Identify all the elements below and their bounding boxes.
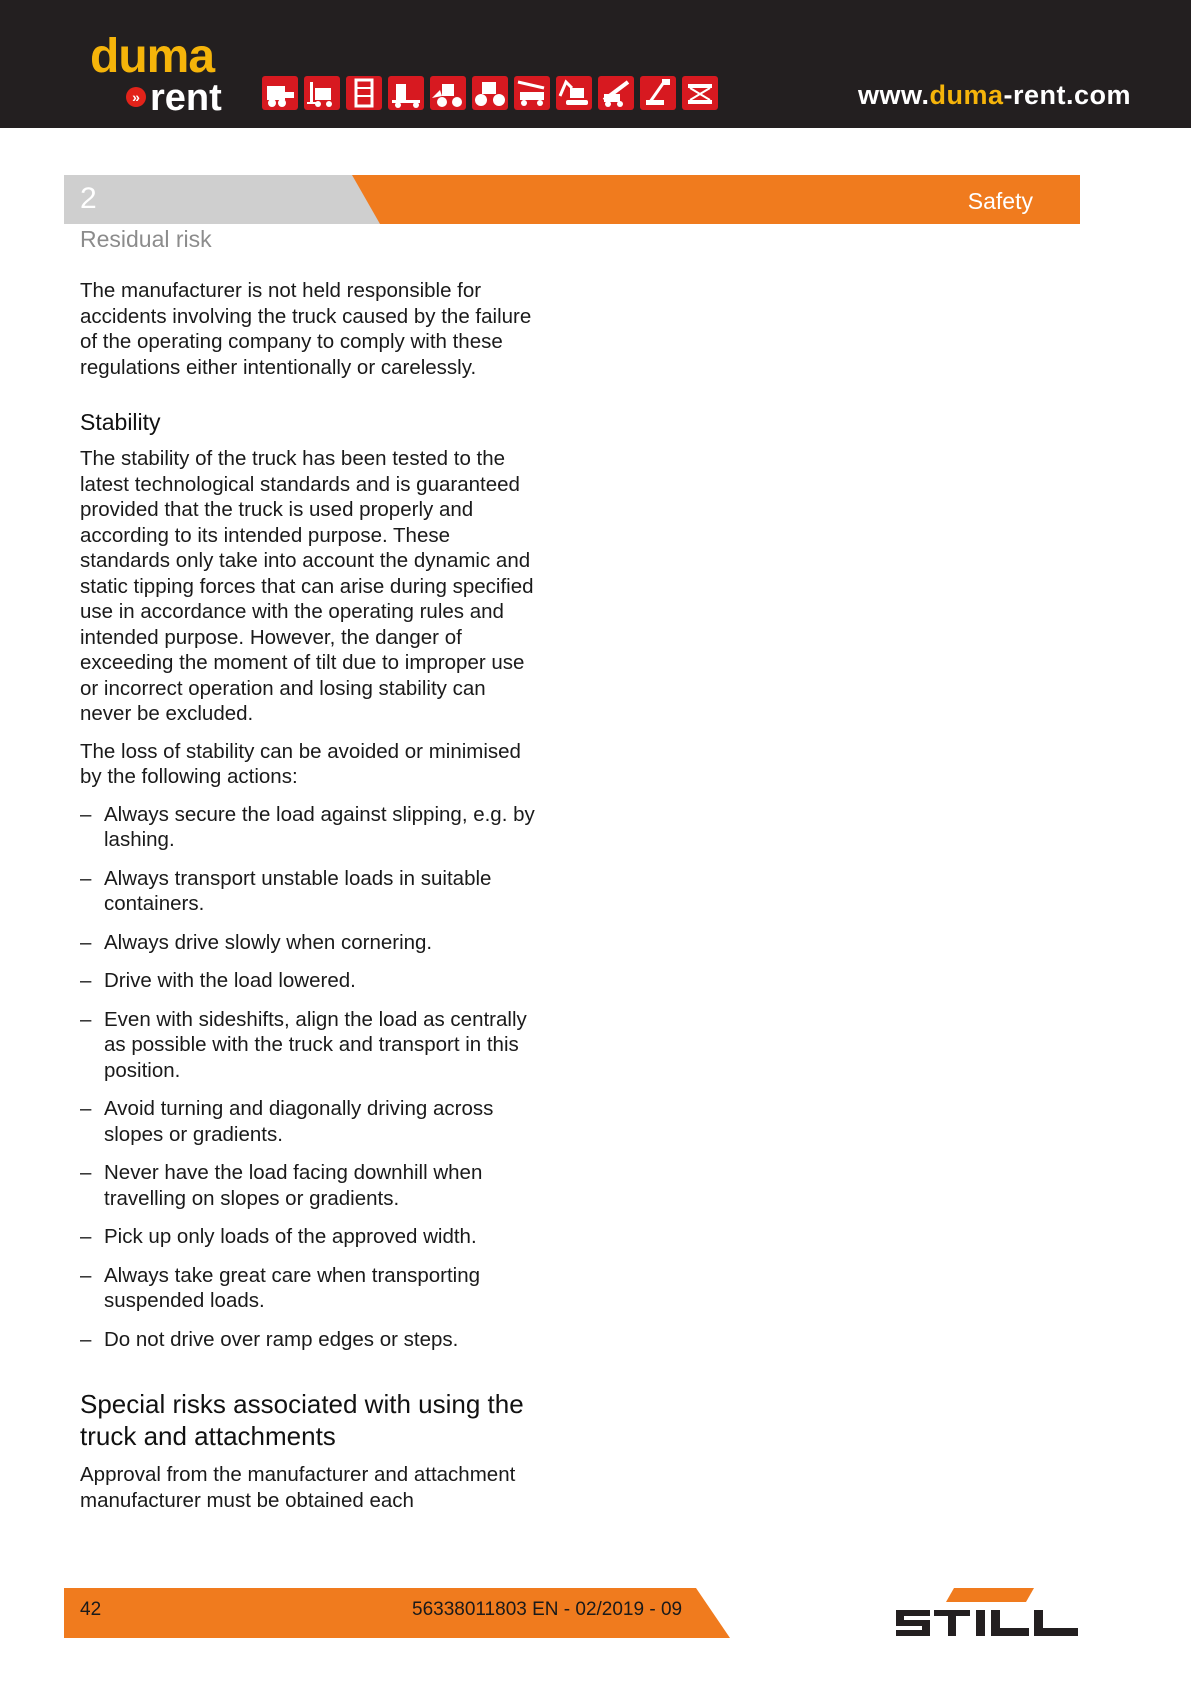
list-item-text: Always transport unstable loads in suitable containers. xyxy=(104,866,492,915)
stability-paragraph: The stability of the truck has been tested to the latest technological standards and is guaranteed provided that the truck is used properly and according to its intended purpose. These standards only take into account the dynamic and static tipping forces that can arise during specified use in accordance with the operating rules and intended purpose. However, the danger of exceeding the moment of tilt due to improper use or incorrect operation and losing stability can never be excluded. xyxy=(80,447,534,725)
dash-bullet: – xyxy=(80,1007,92,1031)
telehandler-icon xyxy=(598,76,634,110)
list-item-text: Always drive slowly when cornering. xyxy=(104,930,433,954)
special-risks-paragraph: Approval from the manufacturer and attachment manufacturer must be obtained each xyxy=(80,1463,516,1512)
stability-heading: Stability xyxy=(80,409,161,435)
document-code: 56338011803 EN - 02/2019 - 09 xyxy=(412,1599,683,1620)
dash-bullet: – xyxy=(80,1263,92,1287)
list-item-text: Pick up only loads of the approved width. xyxy=(104,1225,477,1248)
list-item xyxy=(80,1096,540,1147)
url-highlight: duma xyxy=(929,80,1004,110)
list-item xyxy=(80,1007,540,1084)
list-item xyxy=(80,1160,540,1211)
section-title: Residual risk xyxy=(80,226,212,252)
list-item-text: Always secure the load against slipping, e.g. by lashing. xyxy=(104,802,535,851)
dash-bullet: – xyxy=(80,1161,92,1184)
pallet-truck-icon xyxy=(388,76,424,110)
logo-word-duma: duma xyxy=(90,30,215,83)
body-column xyxy=(80,278,540,1525)
list-item xyxy=(80,866,540,917)
excavator-icon xyxy=(556,76,592,110)
intro-paragraph: The manufacturer is not held responsible for accidents involving the truck caused by the failure of the operating company to comply with these regulations either intentionally or carelessly. xyxy=(80,279,532,379)
machine-icon-strip xyxy=(262,76,718,112)
still-logo xyxy=(894,1588,1080,1640)
wheel-loader-icon xyxy=(430,76,466,110)
url-suffix: -rent.com xyxy=(1003,80,1131,110)
website-url[interactable] xyxy=(858,80,1131,111)
dash-bullet: – xyxy=(80,1327,92,1351)
list-item-text: Always take great care when transporting suspended loads. xyxy=(104,1263,481,1312)
list-item-text: Drive with the load lowered. xyxy=(104,969,356,992)
dash-bullet: – xyxy=(80,802,92,826)
chevron-icon: » xyxy=(126,87,146,107)
list-item xyxy=(80,1327,540,1353)
mast-icon xyxy=(346,76,382,110)
list-item xyxy=(80,1263,540,1314)
chapter-band xyxy=(64,175,1080,224)
list-item-text: Never have the load facing downhill when travelling on slopes or gradients. xyxy=(104,1161,483,1210)
list-item xyxy=(80,802,540,853)
chapter-number: 2 xyxy=(80,182,97,215)
list-item xyxy=(80,968,540,994)
stability-action-list xyxy=(80,802,540,1353)
logo-rent-text: rent xyxy=(150,77,222,119)
url-prefix: www. xyxy=(857,80,930,110)
list-item-text: Do not drive over ramp edges or steps. xyxy=(104,1327,459,1351)
list-item-text: Avoid turning and diagonally driving across slopes or gradients. xyxy=(104,1097,494,1146)
page-number: 42 xyxy=(80,1599,102,1620)
dash-bullet: – xyxy=(80,1225,92,1248)
chapter-title: Safety xyxy=(967,188,1033,214)
compactor-icon xyxy=(472,76,508,110)
dash-bullet: – xyxy=(80,969,92,992)
dash-bullet: – xyxy=(80,930,92,954)
dash-bullet: – xyxy=(80,1097,92,1120)
special-risks-heading: Special risks associated with using the truck and attachments xyxy=(80,1389,524,1451)
scissor-lift-icon xyxy=(682,76,718,110)
list-item xyxy=(80,930,540,956)
list-item xyxy=(80,1224,540,1250)
dash-bullet: – xyxy=(80,866,92,890)
header-bar xyxy=(0,0,1191,128)
skid-loader-icon xyxy=(262,76,298,110)
list-item-text: Even with sideshifts, align the load as centrally as possible with the truck and transport in this position. xyxy=(104,1007,527,1082)
stability-intro-actions: The loss of stability can be avoided or minimised by the following actions: xyxy=(80,739,521,788)
crane-truck-icon xyxy=(514,76,550,110)
boom-lift-icon xyxy=(640,76,676,110)
forklift-icon xyxy=(304,76,340,110)
logo-word-rent xyxy=(126,78,222,118)
